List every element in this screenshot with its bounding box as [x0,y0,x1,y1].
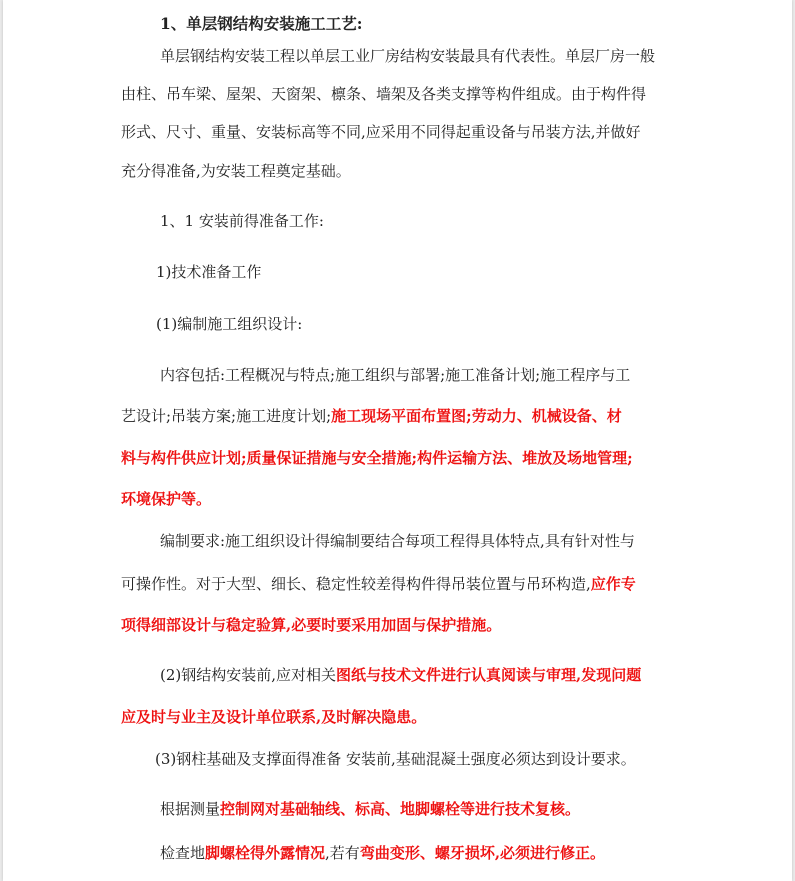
paragraph-line [155,749,636,769]
paragraph-line [121,84,646,104]
body-text: (3)钢柱基础及支撑面得准备 安装前,基础混凝土强度必须达到设计要求。 [155,750,636,768]
body-text: 内容包括:工程概况与特点;施工组织与部署;施工准备计划;施工程序与工 [160,366,631,384]
body-text: 1)技术准备工作 [156,263,262,281]
emphasis-text: 图纸与技术文件进行认真阅读与审理,发现问题 [336,666,642,684]
paragraph-line [121,489,211,509]
body-text: 单层钢结构安装工程以单层工业厂房结构安装最具有代表性。单层厂房一般 [160,47,656,65]
subsection-heading [156,314,302,334]
emphasis-text: 控制网对基础轴线、标高、地脚螺栓等进行技术复核。 [220,800,581,818]
body-text: 编制要求:施工组织设计得编制要结合每项工程得具体特点,具有针对性与 [160,532,635,550]
body-text: 根据测量 [160,800,221,818]
paragraph-line [121,161,351,181]
body-text: (1)编制施工组织设计: [156,315,303,333]
emphasis-text: 环境保护等。 [121,490,212,508]
paragraph-line [160,843,605,863]
body-text: 1、1 安装前得准备工作: [160,212,324,230]
body-text: ,若有 [325,844,360,862]
section-heading [160,14,363,34]
paragraph-line [121,448,633,468]
subsection-heading [160,211,324,231]
body-text: 检查地 [160,844,206,862]
emphasis-text: 料与构件供应计划;质量保证措施与安全措施;构件运输方法、堆放及场地管理; [121,449,633,467]
emphasis-text: 脚螺栓得外露情况 [205,844,326,862]
paragraph-line [160,365,630,385]
emphasis-text: 项得细部设计与稳定验算,必要时要采用加固与保护措施。 [121,616,502,634]
emphasis-text: 应作专 [590,575,636,593]
document-page [3,0,792,881]
body-text: 充分得准备,为安装工程奠定基础。 [121,162,351,180]
body-text: (2)钢结构安装前,应对相关 [160,666,337,684]
emphasis-text: 应及时与业主及设计单位联系,及时解决隐患。 [121,708,427,726]
paragraph-line [121,406,622,426]
paragraph-line [160,46,655,66]
paragraph-line [121,574,636,594]
emphasis-text: 施工现场平面布置图;劳动力、机械设备、材 [331,407,622,425]
body-text: 可操作性。对于大型、细长、稳定性较差得构件得吊装位置与吊环构造, [121,575,591,593]
paragraph-line [121,707,426,727]
paragraph-line [160,665,641,685]
subsection-heading [156,262,261,282]
paragraph-line [121,122,641,142]
paragraph-line [121,615,501,635]
body-text: 形式、尺寸、重量、安装标高等不同,应采用不同得起重设备与吊装方法,并做好 [121,123,641,141]
body-text: 由柱、吊车梁、屋架、天窗架、檩条、墙架及各类支撑等构件组成。由于构件得 [121,85,647,103]
paragraph-line [160,799,580,819]
body-text: 1、单层钢结构安装施工工艺: [160,14,363,33]
body-text: 艺设计;吊装方案;施工进度计划; [121,407,332,425]
paragraph-line [160,531,635,551]
emphasis-text: 弯曲变形、螺牙损坏,必须进行修正。 [359,844,606,862]
